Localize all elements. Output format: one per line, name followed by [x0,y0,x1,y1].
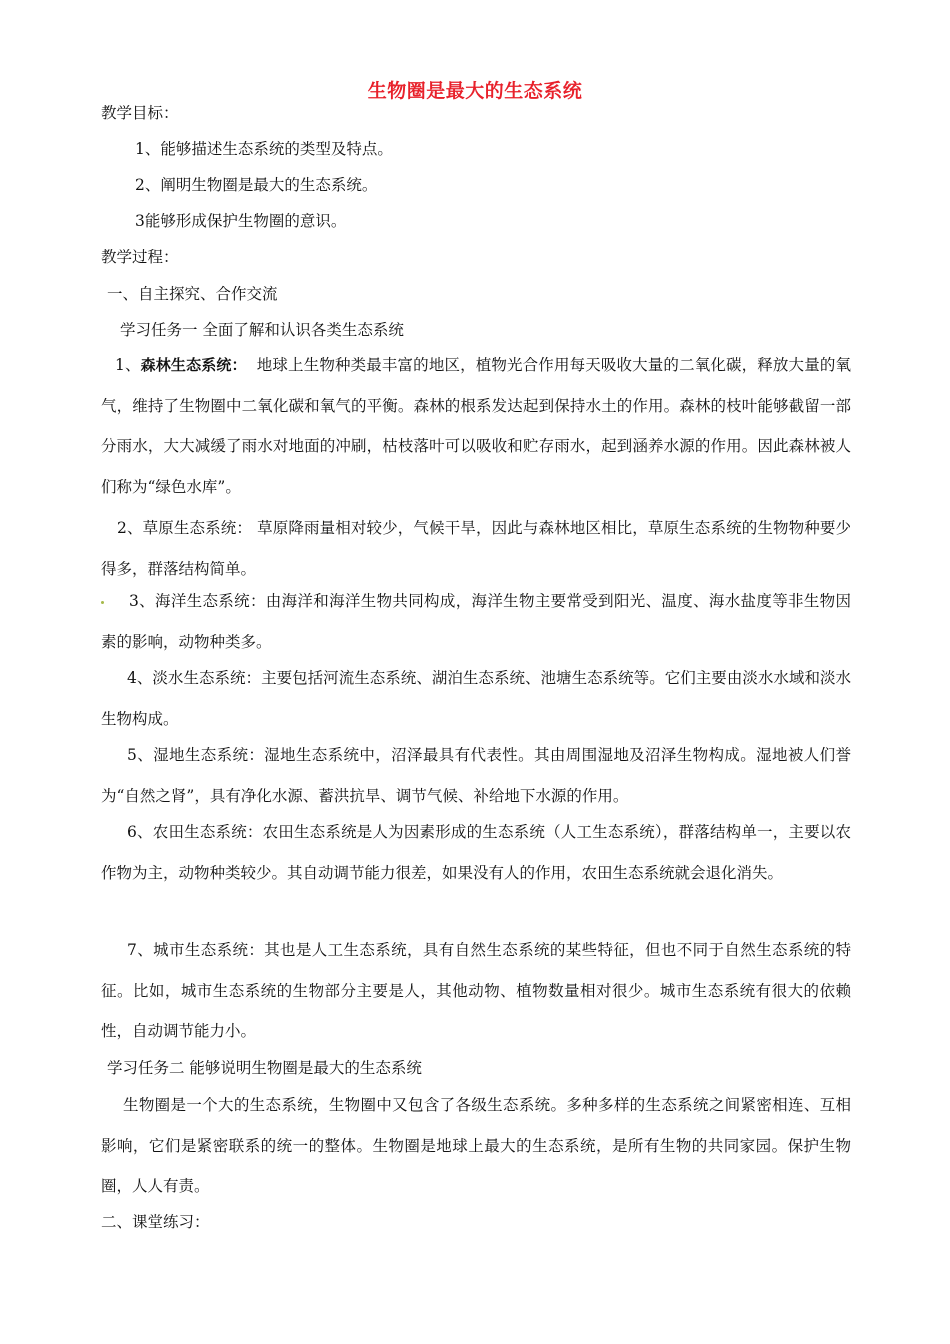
task-heading-2: 学习任务二 能够说明生物圈是最大的生态系统 [107,1059,422,1077]
paragraph-wetland: 5、湿地生态系统：湿地生态系统中，沼泽最具有代表性。其由周围湿地及沼泽生物构成。湿地被人们誉为“自然之肾”，具有净化水源、蓄洪抗旱、调节气候、补给地下水源的作用。 [101,746,851,805]
forest-lead: 森林生态系统： [140,356,247,374]
paragraph-farmland: 6、农田生态系统：农田生态系统是人为因素形成的生态系统（人工生态系统），群落结构单一，主要以农作物为主，动物种类较少。其自动调节能力很差，如果没有人的作用，农田生态系统就会退化消失。 [101,823,851,882]
forest-text: 地球上生物种类最丰富的地区，植物光合作用每天吸收大量的二氧化碳，释放大量的氧气，维持了生物圈中二氧化碳和氧气的平衡。森林的根系发达起到保持水土的作用。森林的枝叶能够截留一部分雨水，大大减缓了雨水对地面的冲刷，枯枝落叶可以吸收和贮存雨水，起到涵养水源的作用。因此森林被人们称为“绿色水库”。 [101,356,851,496]
paragraph-forest [101,345,851,507]
paragraph-grassland: 2、草原生态系统： 草原降雨量相对较少，气候干旱，因此与森林地区相比，草原生态系统的生物物种要少得多，群落结构简单。 [101,519,851,578]
paragraph-freshwater: 4、淡水生态系统：主要包括河流生态系统、湖泊生态系统、池塘生态系统等。它们主要由淡水水域和淡水生物构成。 [101,669,851,728]
objectives-heading: 教学目标： [101,104,179,122]
document-title: 生物圈是最大的生态系统 [367,80,583,102]
task-heading-1: 学习任务一 全面了解和认识各类生态系统 [120,321,404,339]
paragraph-city: 7、城市生态系统：其也是人工生态系统，具有自然生态系统的某些特征，但也不同于自然生态系统的特征。比如，城市生态系统的生物部分主要是人，其他动物、植物数量相对很少。城市生态系统有很大的依赖性，自动调节能力小。 [101,941,851,1041]
objective-item: 2、阐明生物圈是最大的生态系统。 [135,176,378,194]
section-heading-1: 一、自主探究、合作交流 [107,285,278,303]
process-heading: 教学过程： [101,248,179,266]
forest-number: 1、 [115,356,141,374]
section-heading-2: 二、课堂练习： [101,1213,210,1231]
objective-item: 1、能够描述生态系统的类型及特点。 [135,140,393,158]
paragraph-ocean: 3、海洋生态系统：由海洋和海洋生物共同构成，海洋生物主要常受到阳光、温度、海水盐度等非生物因素的影响，动物种类多。 [101,592,851,651]
paragraph-biosphere: 生物圈是一个大的生态系统，生物圈中又包含了各级生态系统。多种多样的生态系统之间紧密相连、互相影响，它们是紧密联系的统一的整体。生物圈是地球上最大的生态系统，是所有生物的共同家园。保护生物圈，人人有责。 [101,1096,851,1196]
objective-item: 3能够形成保护生物圈的意识。 [135,212,347,230]
